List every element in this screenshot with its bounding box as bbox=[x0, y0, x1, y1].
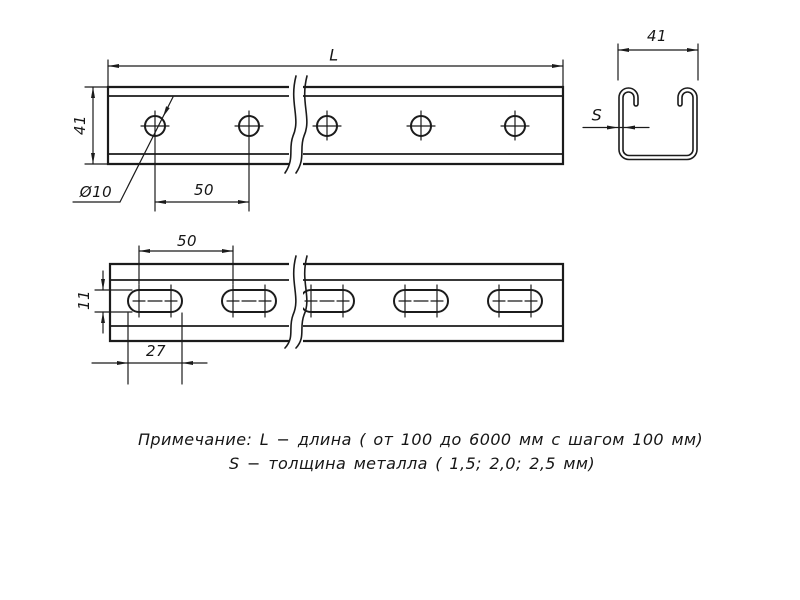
slots bbox=[128, 290, 542, 312]
note-line-2: S − толщина металла ( 1,5; 2,0; 2,5 мм) bbox=[229, 454, 595, 473]
section-view bbox=[583, 44, 698, 158]
dim-S bbox=[583, 126, 649, 130]
bottom-view-outline bbox=[110, 264, 563, 341]
dim-label-slot-pitch-50: 50 bbox=[176, 232, 198, 250]
note-line-1: Примечание: L − длина ( от 100 до 6000 мм с шагом 100 мм) bbox=[138, 430, 704, 449]
dim-label-length-L: L bbox=[329, 45, 339, 65]
dim-label-slot-length-27: 27 bbox=[145, 342, 167, 360]
top-view bbox=[73, 60, 563, 211]
dim-label-hole-dia: Ø10 bbox=[79, 183, 113, 201]
dim-label-section-width-41: 41 bbox=[646, 27, 668, 45]
section-profile-outer bbox=[621, 90, 695, 157]
dim-label-height-41: 41 bbox=[71, 114, 89, 136]
dim-label-thickness-S: S bbox=[591, 105, 603, 125]
bottom-face-view bbox=[92, 246, 563, 384]
dim-label-hole-pitch-50: 50 bbox=[193, 181, 215, 199]
dim-label-slot-height-11: 11 bbox=[75, 289, 93, 311]
dim-50-top bbox=[155, 200, 249, 204]
dim-41-section bbox=[618, 44, 698, 80]
section-profile-core bbox=[621, 90, 695, 157]
